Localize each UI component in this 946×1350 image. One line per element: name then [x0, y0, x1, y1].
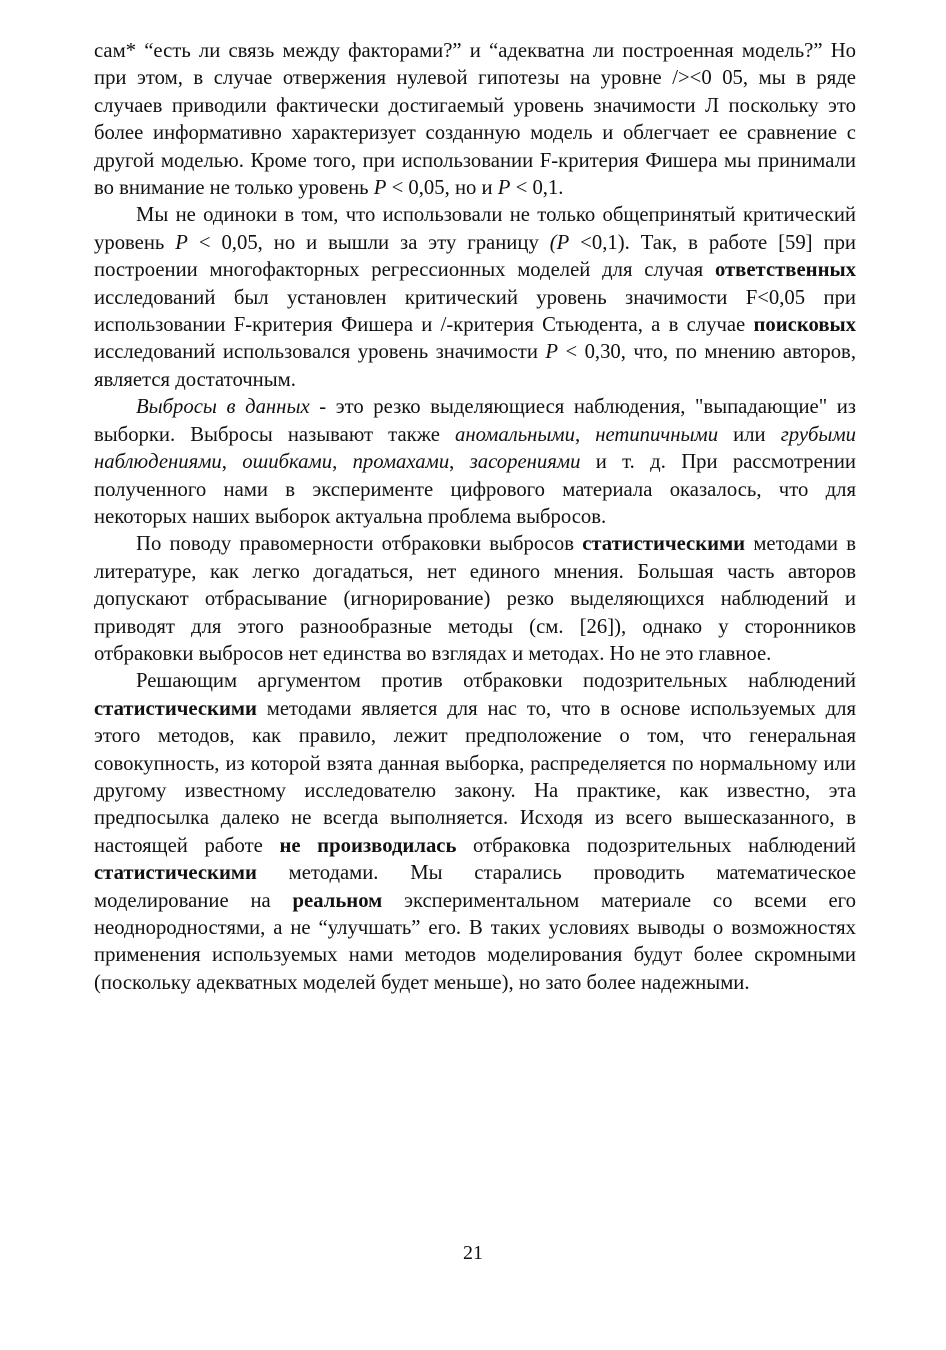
text-run: , [221, 451, 243, 474]
italic-text: нетипичными [595, 423, 719, 446]
page-body [94, 38, 856, 997]
italic-text: грубыми наблюдениями [94, 423, 856, 474]
italic-text: засорениями [469, 451, 581, 474]
text-run: <0,1). Так, в работе [59] при построении многофакторных регрессионных моделей для случая [94, 231, 856, 282]
page-number: 21 [463, 1242, 483, 1264]
text-run: сам* “есть ли связь между факторами?” и “адекватна ли построенная модель?” Но при этом, в случае отвержения нулевой гипотезы на уровне /><0 05, мы в ряде случаев приводили фактически достигаемый уровень значимости Л поскольку это более информативно характеризует созданную модель и облегчает ее сравнение с другой моделью. Кроме того, при использовании F-критерия Фишера мы принимали во внимание не только уровень [94, 40, 856, 200]
text-run: экспериментальном материале со всеми его неоднородностями, а не “улучшать” его. В таких условиях выводы о возможностях применения используемых нами методов моделирования будут более скромными (поскольку адекватных моделей будет меньше), но зато более надежными. [94, 889, 856, 994]
text-run: методами в литературе, как легко догадаться, нет единого мнения. Большая часть авторов допускают отбрасывание (игнорирование) резко выделяющихся наблюдений и приводят для этого разнообразные методы (см. [26]), однако у сторонников отбраковки выбросов нет единства во взглядах и методах. Но не это главное. [94, 533, 856, 665]
bold-text: не производилась [279, 834, 457, 857]
text-run: методами является для нас то, что в основе используемых для этого методов, как правило, лежит предположение о том, что генеральная совокупность, из которой взята данная выборка, распределяется по нормальному или другому известному исследователю закону. На практике, как известно, эта предпосылка далеко не всегда выполняется. Исходя из всего вышесказанного, в настоящей работе [94, 697, 856, 857]
italic-text: Выбросы в данных - [136, 396, 327, 419]
paragraph [94, 202, 856, 394]
bold-text: поисковых [753, 314, 856, 337]
italic-text: P [545, 341, 558, 364]
text-run: или [718, 423, 781, 446]
paragraph [94, 38, 856, 202]
text-run: и т. д. При рассмотрении полученного нами в эксперименте цифрового материала оказалось, что для некоторых наших выборок актуальна проблема выбросов. [94, 451, 856, 528]
text-run: Мы не одиноки в том, что использовали не только общепринятый критический уровень [94, 204, 856, 254]
bold-text: статистическими [582, 533, 746, 556]
text-run: , [332, 451, 353, 474]
bold-text: статистическими [94, 862, 257, 885]
bold-text: реальном [292, 889, 383, 912]
text-run: методами. Мы старались проводить математическое моделирование на [94, 862, 856, 912]
paragraph [94, 668, 856, 997]
text-run: < 0,30, что, по мнению авторов, является достаточным. [94, 341, 856, 391]
paragraph [94, 394, 856, 531]
italic-text: промахами [352, 451, 450, 474]
text-run: отбраковка подозрительных наблюдений [456, 834, 856, 857]
italic-text: P [373, 177, 387, 200]
paragraph [94, 531, 856, 668]
text-run: По поводу правомерности отбраковки выбросов [136, 533, 583, 556]
text-run: < 0,05, но и [386, 177, 498, 200]
text-run: < 0,05, но и вышли за эту границу [187, 231, 550, 254]
text-run: < 0,1. [510, 177, 564, 200]
bold-text: ответственных [714, 259, 856, 282]
italic-text: P [497, 177, 511, 200]
italic-text: P [175, 231, 188, 254]
text-run: исследований был установлен критический уровень значимости F<0,05 при использовании F-критерия Фишера и /-критерия Стьюдента, а в случае [94, 286, 856, 337]
text-run: это резко выделяющиеся наблюдения, "выпадающие" из выборки. Выбросы называют также [94, 396, 856, 446]
italic-text: (P [549, 231, 570, 254]
text-run: , [449, 451, 470, 474]
italic-text: аномальными [454, 423, 575, 446]
italic-text: ошибками [242, 451, 333, 474]
text-run: исследований использовался уровень значимости [94, 341, 546, 364]
text-run: Решающим аргументом против отбраковки подозрительных наблюдений [136, 670, 856, 693]
text-run: , [574, 423, 596, 446]
bold-text: статистическими [94, 697, 257, 720]
